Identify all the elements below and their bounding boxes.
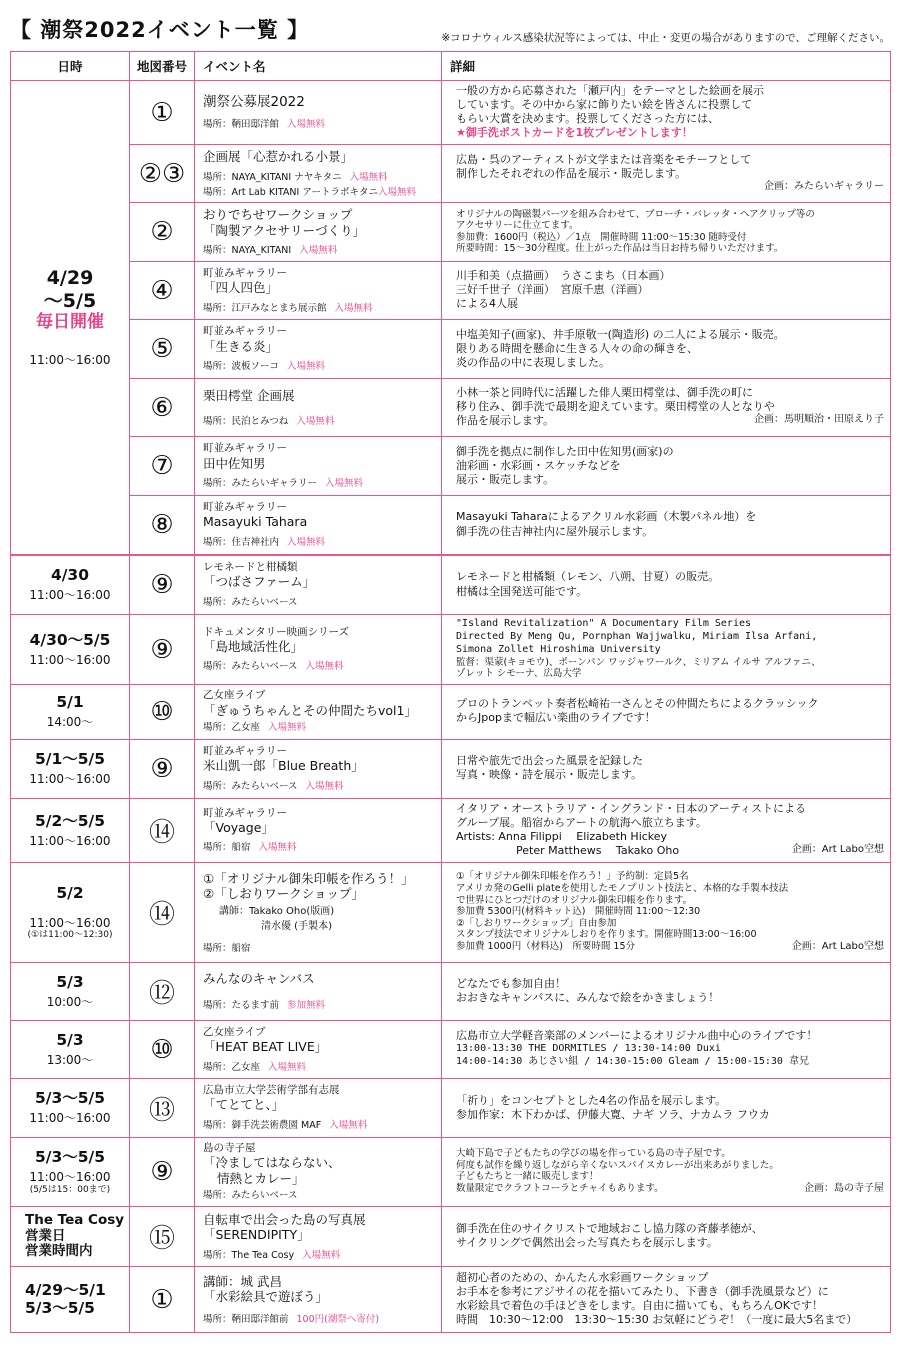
map-number: ⑭ <box>130 798 195 862</box>
detail-cell <box>442 1138 891 1207</box>
table-row <box>11 1267 891 1333</box>
detail-cell <box>442 798 891 862</box>
date-text: 4/29～5/1 <box>25 1280 106 1299</box>
detail-cell <box>442 496 891 555</box>
table-row <box>11 1021 891 1079</box>
map-number: ⑥ <box>130 379 195 437</box>
time-text: 14:00～ <box>46 714 94 729</box>
event-name: 町並みギャラリー <box>203 806 287 819</box>
date-text: 5/3～5/5 <box>35 1148 105 1167</box>
event-name: Masayuki Tahara <box>203 514 308 530</box>
event-name: ①「オリジナル御朱印帳を作ろう！」 <box>203 870 414 886</box>
time-note: (5/5は15：00まで) <box>29 1184 111 1195</box>
map-number: ① <box>130 81 195 145</box>
detail-line: 御手洗在住のサイクリストで地域おこし協力隊の斉藤孝徳が、 <box>456 1222 763 1236</box>
detail-line: 「祈り」をコンセプトとした4名の作品を展示します。 <box>456 1093 727 1107</box>
detail-line: 川手和美（点描画） うさこまち（日本画） <box>456 269 671 283</box>
map-number: ⑦ <box>130 437 195 496</box>
credit-text: 企画：馬明順治・田原えり子 <box>754 414 884 426</box>
detail-cell <box>442 437 891 496</box>
instructor-text: 講師：Takako Oho(版画) <box>219 905 335 917</box>
event-place: 場所：The Tea Cosy 入場無料 <box>203 1249 341 1261</box>
table-row <box>11 739 891 798</box>
date-text: 営業時間内 <box>25 1243 93 1260</box>
detail-line: 参加作家：木下わかば、伊藤大寛、ナギ ソラ、ナカムラ フウカ <box>456 1107 770 1121</box>
date-cell <box>11 1138 130 1207</box>
detail-line: 移り住み、御手洗で最期を迎えています。栗田樗堂の人となりや <box>456 400 775 414</box>
detail-line: 小林一茶と同時代に活躍した俳人栗田樗堂は、御手洗の町に <box>456 386 753 400</box>
page-title: 【 潮祭2022イベント一覧 】 <box>10 18 310 42</box>
detail-cell <box>442 320 891 379</box>
fee-label: 入場無料 <box>325 478 364 490</box>
event-name: 「Voyage」 <box>203 819 274 835</box>
detail-cell <box>442 262 891 320</box>
detail-line: で世界にひとつだけのオリジナル御朱印帳を作ります。 <box>456 894 693 906</box>
daily-label: 毎日開催 <box>36 311 104 332</box>
table-row <box>11 615 891 685</box>
detail-line: 三好千世子（洋画） 宮原千恵（洋画） <box>456 283 649 297</box>
event-name: 広島市立大学芸術学部有志展 <box>203 1084 340 1097</box>
detail-line: 所要時間：15～30分程度。仕上がった作品は当日お持ち帰りいただけます。 <box>456 243 784 255</box>
event-name: 「陶製アクセサリーづくり」 <box>203 222 366 238</box>
map-number: ④ <box>130 262 195 320</box>
detail-line: アクセサリーに仕立てます。 <box>456 220 579 232</box>
event-place: 場所：御手洗芸術農園 MAF 入場無料 <box>203 1120 368 1132</box>
event-place: 場所：NAYA_KITANI ナヤキタニ 入場無料 <box>203 171 388 183</box>
event-name: みんなのキャンバス <box>203 971 315 987</box>
event-name: 町並みギャラリー <box>203 266 287 279</box>
detail-line: ゾレット シモーナ、広島大学 <box>456 668 582 680</box>
detail-line: もらい大賞を決めます。投票してくださった方には、 <box>456 112 720 126</box>
detail-line: 広島市立大学軽音楽部のメンバーによるオリジナル曲中心のライブです！ <box>456 1029 818 1043</box>
event-name: 講師：城 武昌 <box>203 1273 282 1289</box>
fee-label: 入場無料 <box>268 722 307 734</box>
map-number: ⑩ <box>130 1021 195 1079</box>
detail-cell <box>442 1207 891 1267</box>
date-cell <box>11 963 130 1021</box>
date-text: 5/3～5/5 <box>25 1298 95 1317</box>
event-place: 場所：NAYA_KITANI 入場無料 <box>203 245 338 257</box>
detail-line: 展示・販売します。 <box>456 472 555 486</box>
credit-text: 企画：島の寺子屋 <box>804 1182 884 1194</box>
date-text: 4/29 <box>46 266 94 289</box>
map-number: ⑭ <box>130 863 195 963</box>
detail-line: おおきなキャンバスに、みんなで絵をかきましょう！ <box>456 991 720 1005</box>
date-cell <box>11 684 130 739</box>
fee-label: 入場無料 <box>377 186 416 198</box>
detail-line: 何度も試作を繰り返しながら辛くないスパイスカレーが出来あがりました。 <box>456 1159 779 1171</box>
time-text: 11:00～16:00 <box>29 1111 111 1126</box>
event-place: 場所：住吉神社内 入場無料 <box>203 536 326 548</box>
event-place: 場所：船宿 入場無料 <box>203 842 297 854</box>
fee-label: 入場無料 <box>287 536 326 548</box>
map-number: ⑤ <box>130 320 195 379</box>
map-number: ⑬ <box>130 1079 195 1138</box>
col-header-detail: 詳細 <box>442 52 891 81</box>
event-name: 「島地域活性化」 <box>203 638 304 654</box>
detail-cell <box>442 1079 891 1138</box>
table-row <box>11 963 891 1021</box>
detail-line: 写真・映像・詩を展示・販売します。 <box>456 768 643 782</box>
event-cell <box>195 863 442 963</box>
detail-line: 数量限定でクラフトコーラとチャイもあります。 企画：島の寺子屋 <box>456 1182 884 1194</box>
detail-line: Masayuki Taharaによるアクリル水彩画（木製パネル地）を <box>456 510 757 524</box>
event-cell <box>195 262 442 320</box>
fee-label: 入場無料 <box>258 842 297 854</box>
event-place: 場所：船宿 <box>203 942 251 954</box>
event-place: 場所：みたらいベース 入場無料 <box>203 780 344 792</box>
table-row <box>11 1138 891 1207</box>
event-cell <box>195 496 442 555</box>
detail-line: しています。その中から家に飾りたい絵を皆さんに投票して <box>456 98 753 112</box>
event-place: 場所：乙女座 入場無料 <box>203 722 307 734</box>
event-name: 企画展「心惹かれる小景」 <box>203 149 354 164</box>
detail-line: 日常や旅先で出会った風景を記録した <box>456 754 643 768</box>
map-number: ① <box>130 1267 195 1333</box>
detail-line: Directed By Meng Qu, Pornphan Wajjwalku, Miriam Ilsa Arfani, <box>456 631 818 643</box>
detail-line: どなたでも参加自由！ <box>456 977 566 991</box>
event-place: 場所：たるます前 参加無料 <box>203 999 326 1011</box>
event-cell <box>195 739 442 798</box>
detail-line: 炎の作品の中に表現しました。 <box>456 355 610 369</box>
time-text: 11:00～16:00 <box>29 1170 111 1184</box>
detail-line: 超初心者のための、かんたん水彩画ワークショップ <box>456 1271 709 1285</box>
map-number: ⑩ <box>130 684 195 739</box>
detail-cell <box>442 81 891 145</box>
event-cell <box>195 145 442 203</box>
event-name: 乙女座ライブ <box>203 689 266 702</box>
detail-cell <box>442 615 891 685</box>
detail-cell <box>442 203 891 262</box>
date-text: 5/3 <box>56 972 84 991</box>
event-name: 栗田樗堂 企画展 <box>203 387 295 403</box>
table-row <box>11 863 891 963</box>
detail-line: 油彩画・水彩画・スケッチなどを <box>456 458 621 472</box>
detail-line: 柑橘は全国発送可能です。 <box>456 584 588 598</box>
table-row <box>11 262 891 320</box>
event-cell <box>195 798 442 862</box>
event-place: 場所：みたらいギャラリー 入場無料 <box>203 478 364 490</box>
fee-label: 入場無料 <box>334 302 373 314</box>
event-cell <box>195 963 442 1021</box>
table-row <box>11 496 891 555</box>
detail-line: グループ展。船宿からアートの航海へ旅立ちます。 <box>456 815 707 829</box>
time-text: 11:00～16:00 <box>29 652 111 667</box>
date-cell <box>11 1267 130 1333</box>
detail-line: 参加費：1600円（税込）／1点 開催時間 11:00～15:30 随時受付 <box>456 231 747 243</box>
event-place: 場所：民泊とみつね 入場無料 <box>203 416 335 428</box>
table-row <box>11 81 891 145</box>
event-name: 町並みギャラリー <box>203 501 287 514</box>
date-cell <box>11 1079 130 1138</box>
date-cell <box>11 798 130 862</box>
instructor-text: 清水優 (手製本) <box>261 920 332 932</box>
detail-line: ②「しおりワークショップ」自由参加 <box>456 917 617 929</box>
detail-line: 水彩絵具で着色の手ほどきをします。自由に描いても、もちろんOKです！ <box>456 1299 823 1313</box>
event-name: ②「しおりワークショップ」 <box>203 886 364 902</box>
detail-cell <box>442 963 891 1021</box>
detail-cell <box>442 684 891 739</box>
detail-line: スタンプ技法でオリジナルしおりを作ります。開催時間13:00～16:00 <box>456 929 757 941</box>
table-header-row <box>11 52 891 81</box>
fee-label: 入場無料 <box>296 416 335 428</box>
date-cell <box>11 863 130 963</box>
detail-cell <box>442 379 891 437</box>
event-name: 自転車で出会った島の写真展 <box>203 1211 366 1227</box>
table-row <box>11 684 891 739</box>
event-name: 「ぎゅうちゃんとその仲間たちvol1」 <box>203 702 417 718</box>
time-text: 11:00～16:00 <box>29 915 111 930</box>
date-text: ～5/5 <box>43 289 97 312</box>
fee-label: 入場無料 <box>287 361 326 373</box>
event-cell <box>195 615 442 685</box>
date-text: 5/2 <box>56 883 84 902</box>
event-place: 場所：波板ソーコ 入場無料 <box>203 361 326 373</box>
date-cell <box>11 615 130 685</box>
time-text: 11:00～16:00 <box>29 353 111 368</box>
detail-line: Simona Zollet Hiroshima University <box>456 643 661 655</box>
event-cell <box>195 1021 442 1079</box>
event-name: 潮祭公募展2022 <box>203 94 305 111</box>
detail-line: 14:00-14:30 あじさい組 / 14:30-15:00 Gleam / 15:00-15:30 韋兄 <box>456 1056 809 1068</box>
credit-text: 企画：Art Labo空想 <box>791 940 884 952</box>
table-row <box>11 1207 891 1267</box>
event-place: 場所：みたらいベース <box>203 596 298 608</box>
detail-line: サイクリングで偶然出会った写真たちを展示します。 <box>456 1236 718 1250</box>
fee-label: 入場無料 <box>305 780 344 792</box>
event-name: 島の寺子屋 <box>203 1141 256 1154</box>
fee-label: 入場無料 <box>302 1249 341 1261</box>
event-name: ドキュメンタリー映画シリーズ <box>203 625 350 638</box>
map-number: ⑨ <box>130 555 195 615</box>
col-header-date: 日時 <box>11 52 130 81</box>
credit-text: 企画：みたらいギャラリー <box>764 180 884 192</box>
detail-line: 作品を展示します。 企画：馬明順治・田原えり子 <box>456 414 884 428</box>
detail-line: 制作したそれぞれの作品を展示・販売します。 <box>456 166 687 180</box>
detail-line: 参加費 1000円（材料込) 所要時間 15分 企画：Art Labo空想 <box>456 940 884 952</box>
main-period-cell <box>11 81 130 555</box>
event-cell <box>195 320 442 379</box>
table-row <box>11 145 891 203</box>
event-cell <box>195 555 442 615</box>
notice-text: ※コロナウィルス感染状況等によっては、中止・変更の場合がありますので、ご理解ください。 <box>441 32 890 44</box>
map-number: ⑧ <box>130 496 195 555</box>
event-table <box>10 51 891 1333</box>
detail-line: 子どもたちと一緒に販売します！ <box>456 1171 599 1183</box>
date-cell <box>11 739 130 798</box>
detail-line: Peter Matthews Takako Oho 企画：Art Labo空想 <box>516 844 884 858</box>
table-row <box>11 555 891 615</box>
map-number: ② <box>130 203 195 262</box>
detail-highlight: ★御手洗ポストカードを1枚プレゼントします！ <box>456 126 693 140</box>
date-text: 5/1～5/5 <box>35 750 105 769</box>
event-name: 「水彩絵具で遊ぼう」 <box>203 1289 329 1305</box>
date-text: 4/30～5/5 <box>29 630 111 649</box>
detail-line: 参加費 5300円(材料キット込) 開催時間 11:00～12:30 <box>456 906 701 918</box>
date-text: 営業日 <box>25 1227 66 1244</box>
detail-line: イタリア・オーストラリア・イングランド・日本のアーティストによる <box>456 801 807 815</box>
date-cell <box>11 555 130 615</box>
detail-line: による4人展 <box>456 297 518 311</box>
credit-text: 企画：Art Labo空想 <box>791 844 884 856</box>
detail-line: 御手洗を拠点に制作した田中佐知男(画家)の <box>456 444 674 458</box>
event-name: 「HEAT BEAT LIVE」 <box>203 1038 328 1054</box>
event-place: 場所：みたらいベース 入場無料 <box>203 661 344 673</box>
date-text: 5/1 <box>56 693 84 712</box>
date-cell <box>11 1207 130 1267</box>
date-text: The Tea Cosy <box>25 1212 125 1229</box>
table-row <box>11 203 891 262</box>
event-cell <box>195 203 442 262</box>
event-place: 場所：鞆田邸洋館 入場無料 <box>203 118 326 130</box>
event-name: おりでちせワークショップ <box>203 207 353 223</box>
col-header-map: 地図番号 <box>130 52 195 81</box>
detail-line: 御手洗の住吉神社内に屋外展示します。 <box>456 524 654 538</box>
detail-line: プロのトランペット奏者松崎祐一さんとその仲間たちによるクラッシック <box>456 697 819 711</box>
event-name: 情熱とカレー」 <box>217 1170 305 1186</box>
table-row <box>11 320 891 379</box>
detail-line: お手本を参考にアジサイの花を描いてみたり、下書き（御手洗風景など）に <box>456 1285 829 1299</box>
detail-cell <box>442 863 891 963</box>
detail-line: オリジナルの陶磁製パーツを組み合わせて、ブローチ・バレッタ・ヘアクリップ等の <box>456 208 815 220</box>
event-name: 「生きる炎」 <box>203 338 279 354</box>
detail-line: レモネードと柑橘類（レモン、八朔、甘夏）の販売。 <box>456 570 720 584</box>
detail-line: Artists: Anna Filippi Elizabeth Hickey <box>456 830 668 844</box>
fee-label: 入場無料 <box>305 661 344 673</box>
event-name: 「四人四色」 <box>203 280 279 296</box>
event-name: 町並みギャラリー <box>203 442 287 455</box>
detail-line: 13:00-13:30 THE DORMITLES / 13:30-14:00 Duxi <box>456 1043 721 1055</box>
event-place: 場所：みたらいベース <box>203 1190 298 1202</box>
event-cell <box>195 684 442 739</box>
event-cell <box>195 1138 442 1207</box>
event-cell <box>195 1207 442 1267</box>
detail-cell <box>442 739 891 798</box>
event-place: 場所：乙女座 入場無料 <box>203 1061 307 1073</box>
event-cell <box>195 1079 442 1138</box>
fee-label: 入場無料 <box>299 245 338 257</box>
detail-cell <box>442 1021 891 1079</box>
detail-line: "Island Revitalization" A Documentary Film Series <box>456 618 752 630</box>
event-name: 乙女座ライブ <box>203 1025 266 1038</box>
fee-label: 入場無料 <box>329 1120 368 1132</box>
detail-line: 広島・呉のアーティストが文学または音楽をモチーフとして <box>456 152 752 166</box>
map-number: ⑫ <box>130 963 195 1021</box>
detail-line: 中塩美知子(画家)、井手原敬一(陶造形) の二人による展示・販売。 <box>456 327 785 341</box>
event-place: 場所：Art Lab KITANI アートラボキタニ入場無料 <box>203 186 416 198</box>
event-name: 「つばさファーム」 <box>203 574 316 590</box>
event-place: 場所：鞆田邸洋館前 100円(潮祭へ寄付) <box>203 1313 380 1325</box>
fee-label: 参加無料 <box>287 999 326 1011</box>
fee-label: 入場無料 <box>268 1061 307 1073</box>
time-text: 10:00～ <box>46 994 94 1009</box>
table-row <box>11 379 891 437</box>
time-text: 11:00～16:00 <box>29 588 111 603</box>
date-text: 5/3～5/5 <box>35 1089 105 1108</box>
event-cell <box>195 1267 442 1333</box>
map-number: ⑨ <box>130 1138 195 1207</box>
time-text: 11:00～16:00 <box>29 833 111 848</box>
detail-line: 一般の方から応募された「瀬戸内」をテーマとした絵画を展示 <box>456 84 764 97</box>
detail-line: アメリカ発のGelli plateを使用したモノプリント技法と、本格的な手製本技法 <box>456 882 789 894</box>
event-place: 場所：江戸みなとまち展示館 入場無料 <box>203 302 373 314</box>
event-name: 米山凱一郎「Blue Breath」 <box>203 758 364 774</box>
time-note: (①は11:00～12:30) <box>27 930 113 941</box>
table-row <box>11 437 891 496</box>
fee-label: 入場無料 <box>349 171 388 183</box>
detail-line: 監督：渠蒙(キョモウ)、ポーンパン ワッジャワールク、ミリアム イルサ アルファニ、 <box>456 656 821 668</box>
event-name: レモネードと柑橘類 <box>203 561 298 574</box>
detail-line: ①「オリジナル御朱印帳を作ろう！」予約制：定員5名 <box>456 871 689 883</box>
col-header-event: イベント名 <box>195 52 442 81</box>
event-name: 「SERENDIPITY」 <box>203 1227 310 1243</box>
time-text: 13:00～ <box>46 1052 94 1067</box>
detail-cell <box>442 555 891 615</box>
event-name: 「冷ましてはならない、 <box>203 1155 341 1171</box>
event-name: 町並みギャラリー <box>203 325 287 338</box>
table-row <box>11 1079 891 1138</box>
detail-cell <box>442 1267 891 1333</box>
event-name: 町並みギャラリー <box>203 744 287 757</box>
event-cell <box>195 437 442 496</box>
date-text: 4/30 <box>50 566 90 585</box>
event-cell <box>195 379 442 437</box>
date-cell <box>11 1021 130 1079</box>
event-name: 田中佐知男 <box>203 455 266 471</box>
date-text: 5/3 <box>56 1030 84 1049</box>
date-text: 5/2～5/5 <box>35 811 105 830</box>
map-number: ⑨ <box>130 739 195 798</box>
fee-label: 入場無料 <box>287 118 326 130</box>
detail-line: からJpopまで幅広い楽曲のライブです！ <box>456 711 656 725</box>
map-number: ⑮ <box>130 1207 195 1267</box>
event-name: 「てとてと、」 <box>203 1097 285 1113</box>
map-number: ⑨ <box>130 615 195 685</box>
detail-line: 大崎下島で子どもたちの学びの場を作っている島の寺子屋です。 <box>456 1148 731 1160</box>
detail-line: 時間 10:30～12:00 13:30～15:30 お気軽にどうぞ！（一度に最大5名まで） <box>456 1313 858 1327</box>
fee-label: 100円(潮祭へ寄付) <box>296 1313 380 1325</box>
event-cell <box>195 81 442 145</box>
map-number: ②③ <box>130 145 195 203</box>
time-text: 11:00～16:00 <box>29 771 111 786</box>
detail-line: 限りある時間を懸命に生きる人々の命の輝きを、 <box>456 341 698 355</box>
detail-cell <box>442 145 891 203</box>
table-row <box>11 798 891 862</box>
